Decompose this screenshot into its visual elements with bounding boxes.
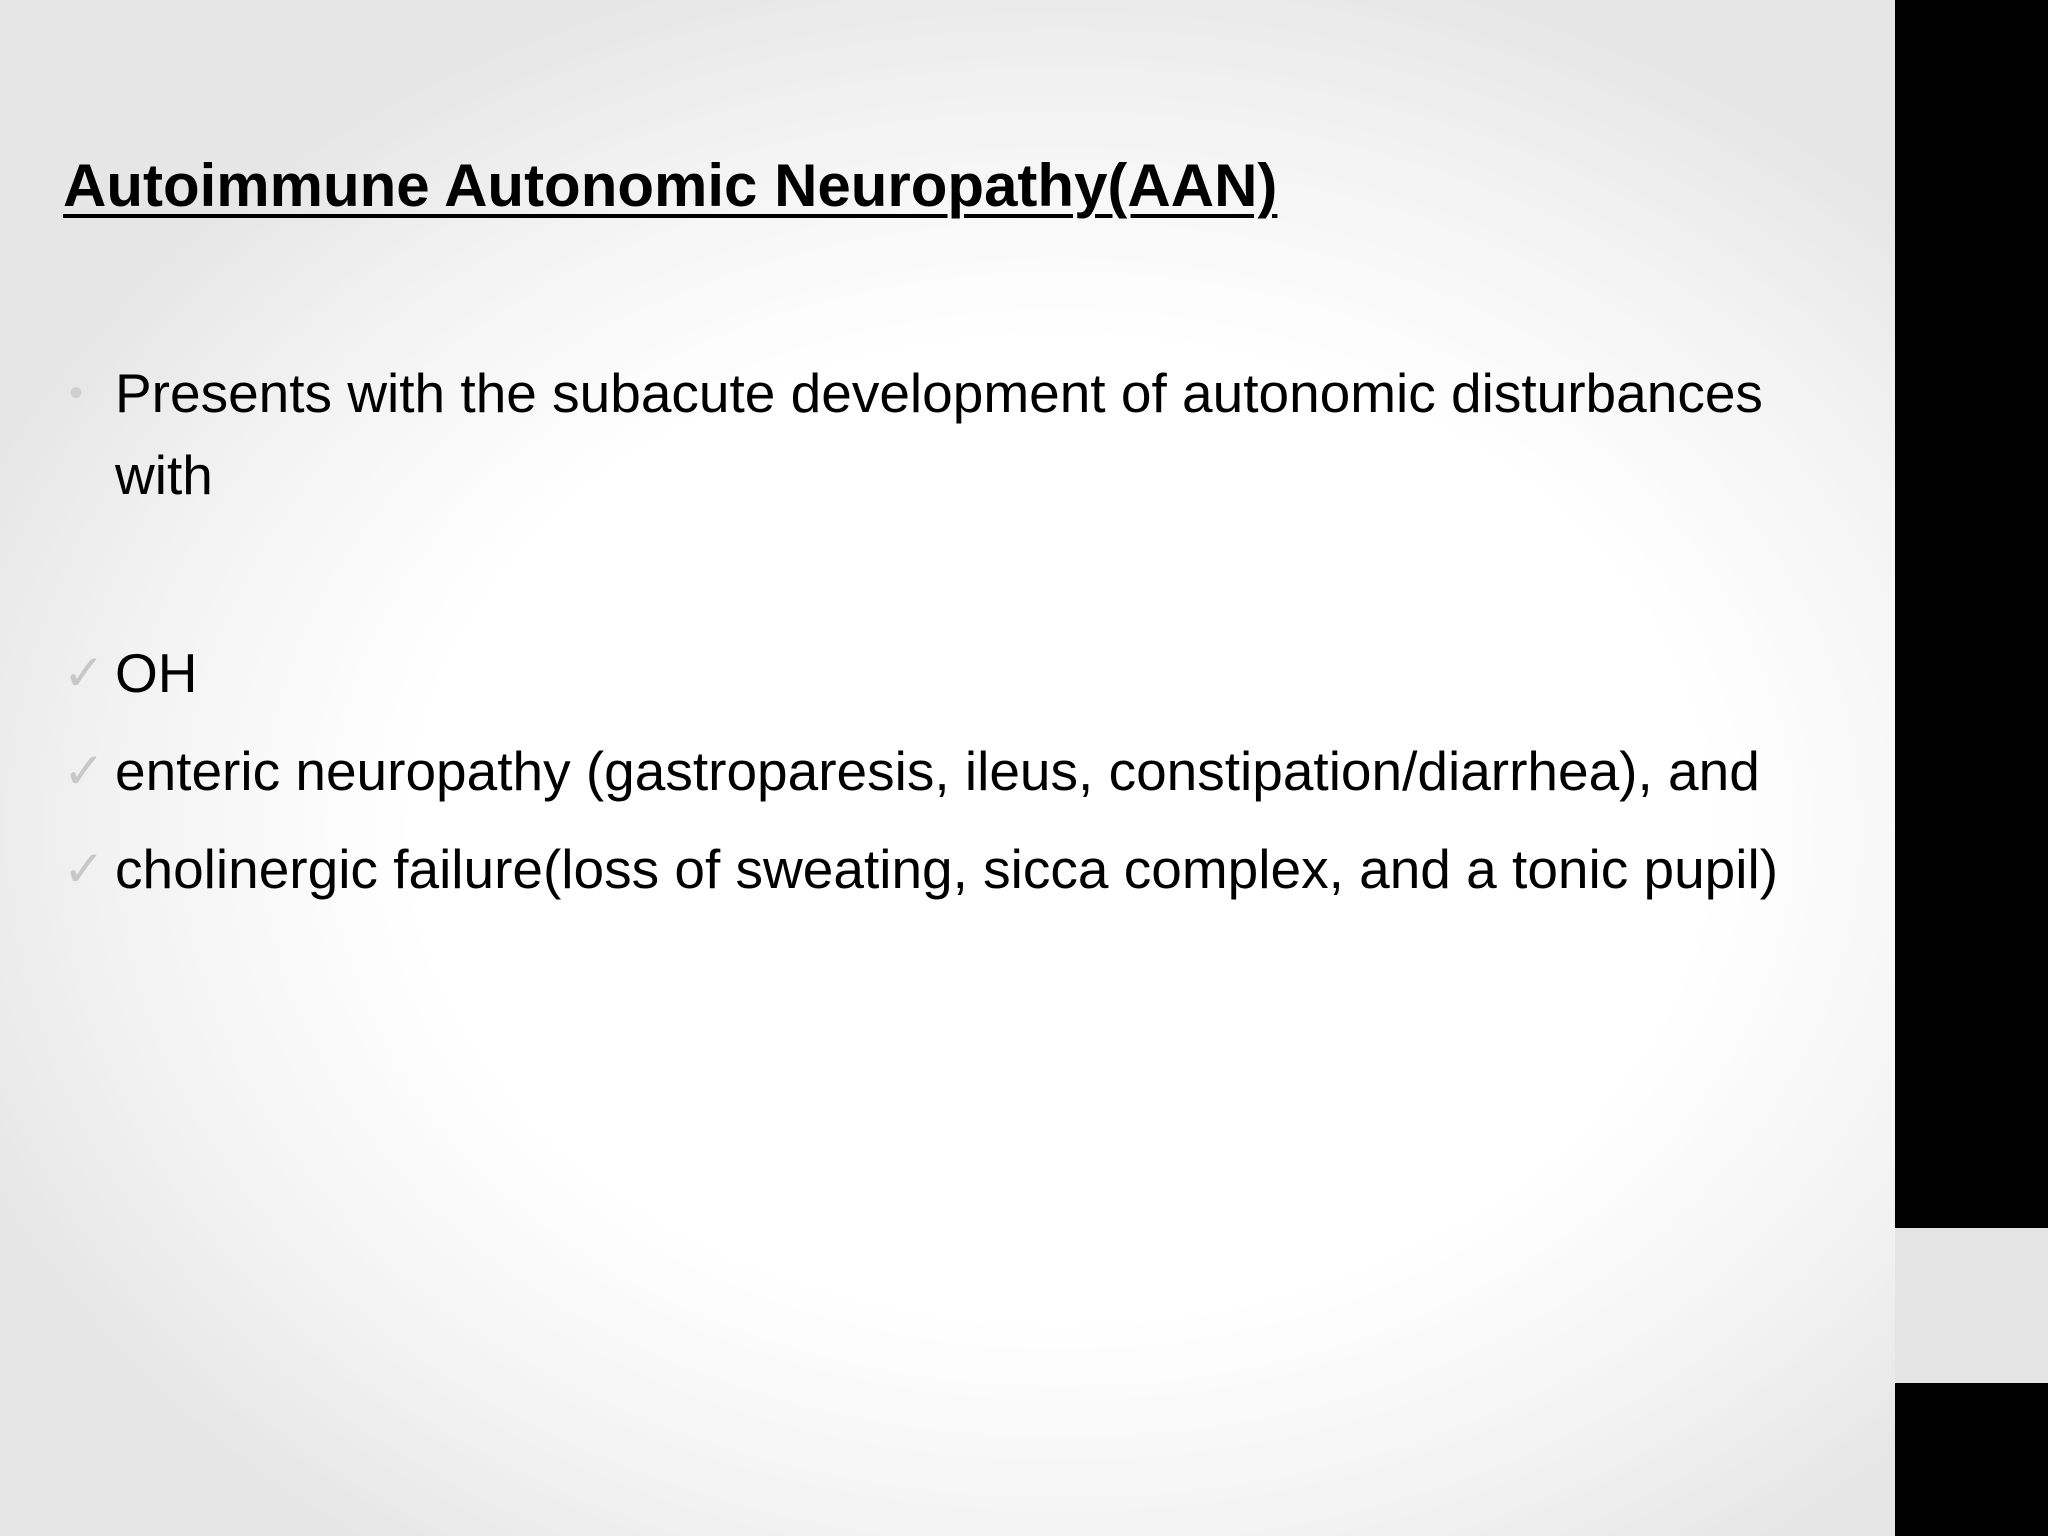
check-item-text: cholinergic failure(loss of sweating, sicca complex, and a tonic pupil) xyxy=(115,838,1779,900)
bullet-list xyxy=(63,352,1763,516)
bullet-dot-icon: • xyxy=(69,371,84,415)
bullet-item xyxy=(63,352,1763,516)
check-mark-icon: ✓ xyxy=(63,841,105,897)
side-panel xyxy=(1895,0,2048,1536)
side-panel-block xyxy=(1895,1228,2048,1383)
check-item-text: enteric neuropathy (gastroparesis, ileus, constipation/diarrhea), and xyxy=(115,740,1760,802)
bullet-text: Presents with the subacute development of autonomic disturbances with xyxy=(115,362,1763,506)
check-mark-icon: ✓ xyxy=(63,645,105,701)
check-mark-icon: ✓ xyxy=(63,743,105,799)
check-list xyxy=(63,632,1843,926)
check-item-enteric-neuropathy xyxy=(63,730,1843,812)
check-item-oh xyxy=(63,632,1843,714)
check-item-text: OH xyxy=(115,642,198,704)
slide-title: Autoimmune Autonomic Neuropathy(AAN) xyxy=(63,152,1278,219)
check-item-cholinergic-failure xyxy=(63,828,1843,910)
